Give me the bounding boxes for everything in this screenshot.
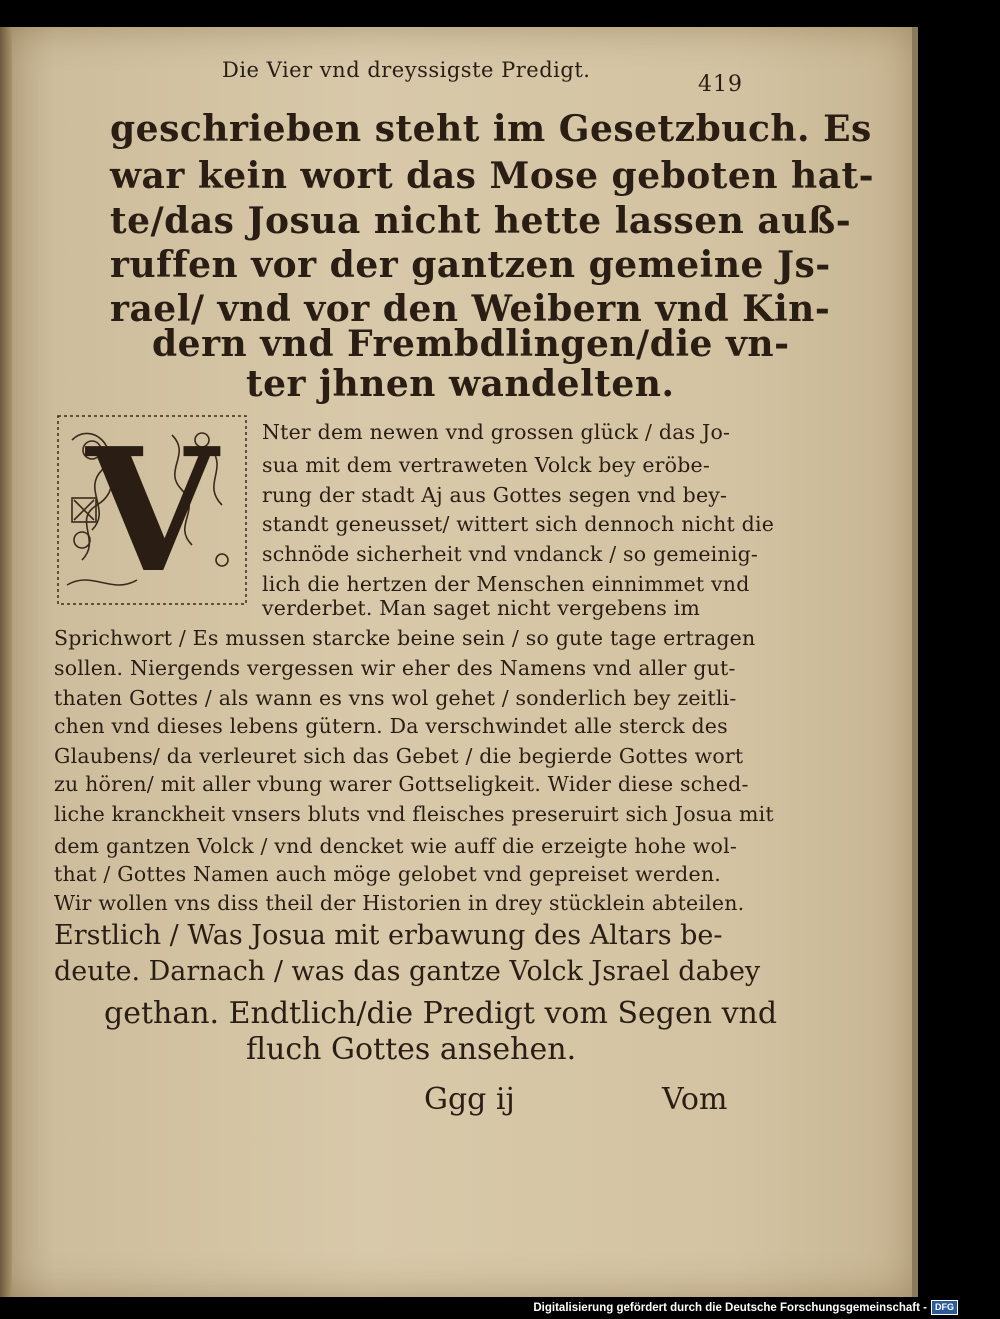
heading-line: ruffen vor der gantzen gemeine Js- — [110, 244, 831, 286]
initial-letter: V — [86, 411, 218, 610]
text-line: dem gantzen Volck / vnd dencket wie auff die erzeigte hohe wol- — [54, 834, 737, 858]
heading-line: ter jhnen wandelten. — [246, 363, 675, 405]
text-line: deute. Darnach / was das gantze Volck Jsrael dabey — [54, 956, 761, 987]
text-line: gethan. Endtlich/die Predigt vom Segen vnd — [104, 996, 778, 1031]
text-line: lich die hertzen der Menschen einnimmet vnd — [262, 572, 750, 596]
heading-line: geschrieben steht im Gesetzbuch. Es — [110, 108, 872, 150]
page-number: 419 — [698, 72, 743, 97]
text-line: chen vnd dieses lebens gütern. Da verschwindet alle sterck des — [54, 714, 728, 738]
text-line: liche kranckheit vnsers bluts vnd fleisches preseruirt sich Josua mit — [54, 802, 774, 826]
text-line: rung der stadt Aj aus Gottes segen vnd bey- — [262, 483, 728, 507]
text-line: thaten Gottes / als wann es vns wol gehet / sonderlich bey zeitli- — [54, 686, 737, 710]
catchword: Vom — [662, 1082, 728, 1117]
footer-text: Digitalisierung gefördert durch die Deutsche Forschungsgemeinschaft - — [533, 1301, 927, 1314]
text-line: Sprichwort / Es mussen starcke beine sein / so gute tage ertragen — [54, 626, 756, 650]
signature-mark: Ggg ij — [424, 1082, 515, 1117]
text-line: sollen. Niergends vergessen wir eher des Namens vnd aller gut- — [54, 656, 736, 680]
heading-line: te/das Josua nicht hette lassen auß- — [110, 200, 852, 242]
page-edge — [912, 27, 918, 1297]
text-line: zu hören/ mit aller vbung warer Gottseligkeit. Wider diese sched- — [54, 772, 749, 796]
text-line: verderbet. Man saget nicht vergebens im — [262, 596, 701, 620]
text-line: fluch Gottes ansehen. — [246, 1032, 577, 1067]
dfg-logo: DFG — [931, 1300, 958, 1315]
text-line: Erstlich / Was Josua mit erbawung des Altars be- — [54, 920, 723, 951]
heading-line: dern vnd Frembdlingen/die vn- — [152, 323, 790, 365]
decorated-initial-image — [52, 410, 252, 610]
heading-line: war kein wort das Mose geboten hat- — [110, 155, 875, 197]
text-line: standt geneusset/ wittert sich dennoch nicht die — [262, 512, 775, 536]
text-line: sua mit dem vertraweten Volck bey eröbe- — [262, 453, 711, 477]
text-line: Wir wollen vns diss theil der Historien in drey stücklein abteilen. — [54, 891, 745, 915]
book-spine — [0, 27, 12, 1297]
text-line: schnöde sicherheit vnd vndanck / so gemeinig- — [262, 542, 759, 566]
running-head: Die Vier vnd dreyssigste Predigt. — [222, 58, 591, 82]
heading-line: rael/ vnd vor den Weibern vnd Kin- — [110, 288, 831, 330]
text-line: Nter dem newen vnd grossen glück / das Jo- — [262, 420, 731, 444]
text-line: that / Gottes Namen auch möge gelobet vnd gepreiset werden. — [54, 862, 721, 886]
digitization-footer — [533, 1300, 958, 1315]
text-line: Glaubens/ da verleuret sich das Gebet / die begierde Gottes wort — [54, 744, 744, 768]
